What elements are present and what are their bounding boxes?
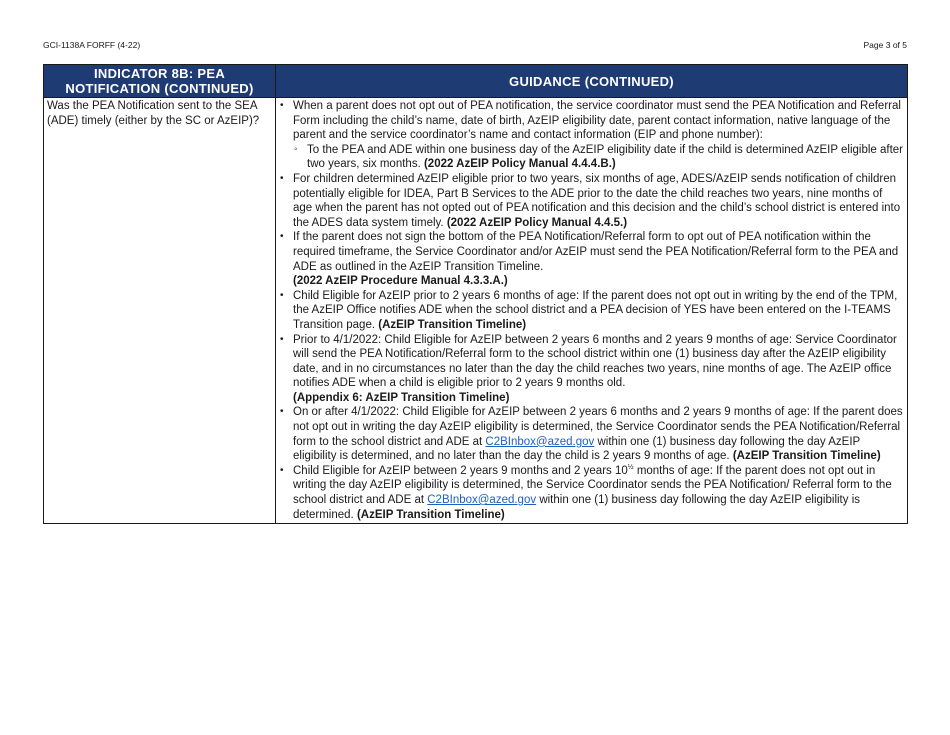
guidance-text: Child Eligible for AzEIP between 2 years 9 months and 2 years 10: [293, 464, 628, 477]
policy-reference: (Appendix 6: AzEIP Transition Timeline): [293, 391, 510, 404]
policy-reference: (2022 AzEIP Procedure Manual 4.3.3.A.): [293, 275, 508, 288]
guidance-item: [279, 230, 904, 288]
policy-reference: (AzEIP Transition Timeline): [732, 450, 881, 463]
guidance-text: Child Eligible for AzEIP prior to 2 years 6 months of age: If the parent does not opt out in writing by the end of the TPM, the AzEIP Office notifies ADE when the school district and a PEA decision of YES have been entered on the I-TEAMS Transition page.: [293, 289, 898, 331]
indicator-table: [43, 64, 908, 524]
guidance-subitem: [293, 143, 904, 172]
email-link[interactable]: C2BInbox@azed.gov: [485, 435, 595, 448]
policy-reference: (2022 AzEIP Policy Manual 4.4.4.B.): [423, 158, 616, 171]
guidance-cell: [276, 98, 908, 524]
table-row: [44, 98, 908, 524]
table-header-row: [44, 65, 908, 98]
guidance-item: [279, 464, 904, 522]
guidance-item: [279, 172, 904, 230]
guidance-text: For children determined AzEIP eligible prior to two years, six months of age, ADES/AzEIP sends notification of children potentially eligible for IDEA, Part B Services to the ADE prior to the date the child reaches two years, nine months of age when the parent has not opted out of PEA notification and this decision and the child’s school district is entered into the ADES data system timely.: [293, 172, 901, 229]
indicator-header: INDICATOR 8B: PEA NOTIFICATION (CONTINUED): [44, 65, 276, 98]
guidance-item: [279, 99, 904, 172]
policy-reference: (2022 AzEIP Policy Manual 4.4.5.): [446, 216, 628, 229]
guidance-item: [279, 289, 904, 333]
guidance-text: within one (1) business day following the day AzEIP eligibility is determined, and no later than the day the child is 2 years 9 months of age.: [293, 435, 860, 463]
guidance-text: If the parent does not sign the bottom of the PEA Notification/Referral form to opt out of PEA notification within the required timeframe, the Service Coordinator and/or AzEIP must send the PEA Notification/Referral form to the PEA and ADE as outlined in the AzEIP Transition Timeline.: [293, 231, 899, 273]
guidance-text: When a parent does not opt out of PEA notification, the service coordinator must send the PEA Notification and Referral Form including the child’s name, date of birth, AzEIP eligibility date, parent contact information, native language of the parent and the service coordinator’s name and contact information (EIP and phone number):: [293, 100, 901, 142]
email-link[interactable]: C2BInbox@azed.gov: [427, 494, 537, 507]
guidance-list: [279, 99, 904, 522]
policy-reference: (AzEIP Transition Timeline): [378, 318, 527, 331]
question-cell: Was the PEA Notification sent to the SEA (ADE) timely (either by the SC or AzEIP)?: [44, 98, 276, 524]
guidance-item: [279, 333, 904, 406]
guidance-sublist: [293, 143, 904, 172]
guidance-text: On or after 4/1/2022: Child Eligible for AzEIP between 2 years 6 months and 2 years 9 months of age: If the parent does not opt out in writing the day AzEIP eligibility is determined, the Service Coordinator sends the PEA Notification/Referral form to the school district and ADE at: [293, 406, 903, 448]
guidance-text: within one (1) business day following the day AzEIP eligibility is determined.: [293, 494, 860, 521]
guidance-item: [279, 405, 904, 463]
policy-reference: (AzEIP Transition Timeline): [356, 508, 505, 521]
page-number: Page 3 of 5: [863, 40, 907, 50]
form-id: GCI-1138A FORFF (4-22): [43, 40, 141, 50]
fraction-superscript: ½: [627, 464, 634, 472]
guidance-text: months of age: If the parent does not opt out in writing the day AzEIP eligibility is determined, the Service Coordinator sends the PEA Notification/ Referral form to the school district and ADE at: [293, 464, 892, 507]
guidance-text: Prior to 4/1/2022: Child Eligible for AzEIP between 2 years 6 months and 2 years 9 months of age: Service Coordinator will send the PEA Notification/Referral form to the school district within one (1) business day after the AzEIP eligibility date, and in no circumstances no later than the day the child reaches two years, nine months of age. The AzEIP office notifies ADE when a child is eligible prior to 2 years 9 months old.: [293, 333, 897, 390]
guidance-subitem-text: To the PEA and ADE within one business day of the AzEIP eligibility date if the child is determined AzEIP eligible after two years, six months.: [307, 143, 904, 171]
guidance-header: GUIDANCE (CONTINUED): [276, 65, 908, 98]
